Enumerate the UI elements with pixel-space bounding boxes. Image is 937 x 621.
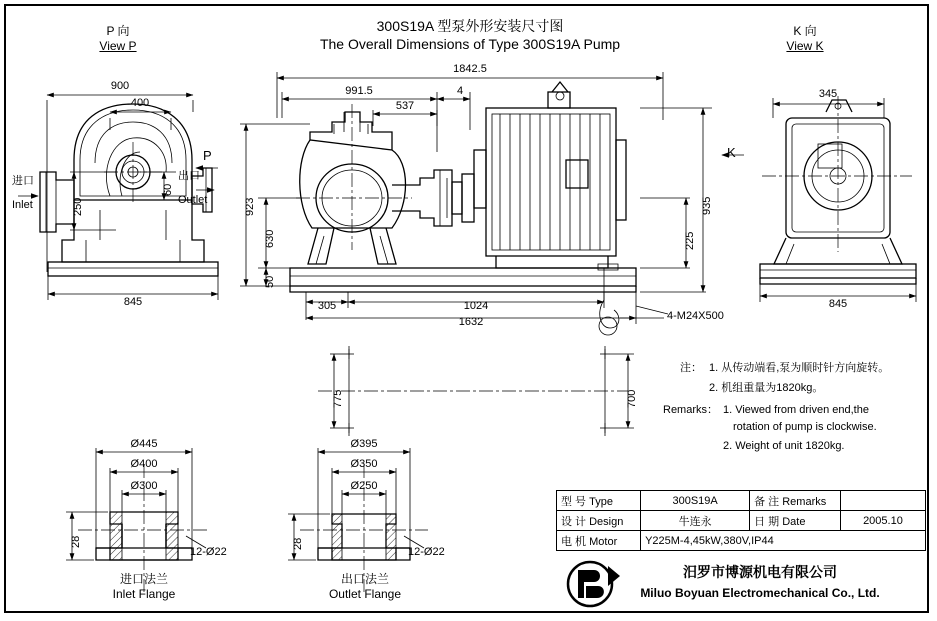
cell-type-key: 型 号 Type <box>557 491 641 511</box>
notes-cn-1: 1. 从传动端看,泵为顺时针方向旋转。 <box>709 362 890 374</box>
inlet-label-en: Inlet <box>12 199 33 211</box>
right-view-geometry <box>722 96 916 302</box>
dim-inlet-d400: Ø400 <box>130 458 158 470</box>
dim-400: 400 <box>130 97 150 109</box>
dim-outlet-d395: Ø395 <box>350 438 378 450</box>
dim-225: 225 <box>684 231 696 250</box>
base-plan-geometry <box>318 346 634 436</box>
dim-700: 700 <box>626 389 638 408</box>
dim-1842-5: 1842.5 <box>453 63 487 75</box>
outlet-flange-caption <box>322 570 408 601</box>
cell-motor-value: Y225M-4,45kW,380V,IP44 <box>641 531 926 551</box>
dim-outlet-28: 28 <box>292 537 304 550</box>
inlet-flange-caption <box>104 570 184 601</box>
dim-bolt-spec: 4-M24X500 <box>667 310 724 322</box>
dim-345: 345 <box>818 88 838 100</box>
outlet-flange-cn: 出口法兰 <box>340 572 389 586</box>
dim-outlet-holes: 12-Ø22 <box>408 546 445 558</box>
notes-en-2: 2. Weight of unit 1820kg. <box>723 440 845 452</box>
cell-design-value: 牛连永 <box>641 511 750 531</box>
title-block-table <box>556 490 926 551</box>
dim-923: 923 <box>244 197 256 216</box>
dim-60: 60 <box>162 183 174 196</box>
company-name-en: Miluo Boyuan Electromechanical Co., Ltd. <box>640 586 880 600</box>
cell-remarks-value <box>840 491 925 511</box>
dim-50: 50 <box>264 275 276 288</box>
inlet-flange-cn: 进口法兰 <box>119 572 168 586</box>
dim-inlet-d445: Ø445 <box>130 438 158 450</box>
dim-1024: 1024 <box>463 300 489 312</box>
cell-date-value: 2005.10 <box>840 511 925 531</box>
notes-cn-2: 2. 机组重量为1820kg。 <box>709 382 824 394</box>
view-k-cn: K 向 <box>793 24 817 38</box>
dim-991-5: 991.5 <box>345 85 373 97</box>
cell-motor-key: 电 机 Motor <box>557 531 641 551</box>
cell-type-value: 300S19A <box>641 491 750 511</box>
dim-outlet-d350: Ø350 <box>350 458 378 470</box>
dim-630: 630 <box>264 229 276 248</box>
arrow-label-p: P <box>203 148 212 163</box>
title-en: The Overall Dimensions of Type 300S19A Pump <box>319 36 621 52</box>
dim-inlet-holes: 12-Ø22 <box>190 546 227 558</box>
view-p-cn: P 向 <box>106 24 130 38</box>
notes-en-1: 1. Viewed from driven end,the <box>723 404 869 416</box>
outlet-label-en: Outlet <box>178 194 208 206</box>
cell-remarks-key: 备 注 Remarks <box>750 491 841 511</box>
dim-935: 935 <box>701 196 713 215</box>
view-k-en: View K <box>786 39 824 53</box>
table-row <box>557 531 926 551</box>
view-p-en: View P <box>99 39 137 53</box>
notes-en-1b: rotation of pump is clockwise. <box>733 421 877 433</box>
dim-305: 305 <box>317 300 337 312</box>
company-name <box>600 562 920 600</box>
dim-845-left: 845 <box>123 296 143 308</box>
notes-cn-label: 注： <box>680 362 702 374</box>
dim-1632: 1632 <box>458 316 484 328</box>
cell-date-key: 日 期 Date <box>750 511 841 531</box>
dim-537: 537 <box>395 100 415 112</box>
cell-design-key: 设 计 Design <box>557 511 641 531</box>
dim-inlet-d300: Ø300 <box>130 480 158 492</box>
company-name-cn: 汨罗市博源机电有限公司 <box>683 564 837 580</box>
notes-en-label: Remarks： <box>663 404 719 416</box>
inlet-label-cn: 进口 <box>12 175 34 187</box>
dim-4: 4 <box>456 85 464 97</box>
dim-900: 900 <box>110 80 130 92</box>
dim-250: 250 <box>72 197 84 216</box>
main-view-geometry <box>240 72 712 335</box>
arrow-label-k: K <box>727 145 736 160</box>
outlet-flange-en: Outlet Flange <box>328 587 402 601</box>
dim-845-right: 845 <box>828 298 848 310</box>
dim-outlet-d250: Ø250 <box>350 480 378 492</box>
table-row <box>557 511 926 531</box>
dim-775: 775 <box>332 389 344 408</box>
table-row <box>557 491 926 511</box>
title-cn: 300S19A 型泵外形安装尺寸图 <box>376 18 564 34</box>
inlet-flange-en: Inlet Flange <box>112 587 176 601</box>
dim-inlet-28: 28 <box>70 535 82 548</box>
outlet-label-cn: 出口 <box>178 170 200 182</box>
